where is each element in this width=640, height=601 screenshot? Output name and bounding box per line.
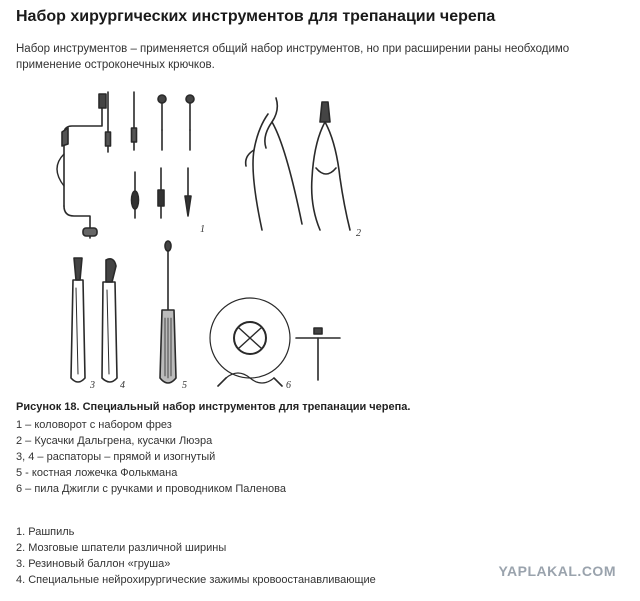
rongeurs-drawing: [246, 98, 350, 230]
page-title: Набор хирургических инструментов для трепанации черепа: [16, 8, 496, 25]
list-item: 5 - костная ложечка Фолькмана: [16, 467, 178, 479]
list-item: 1 – коловорот с набором фрез: [16, 419, 172, 431]
list-item: 4. Специальные нейрохирургические зажимы кровоостанавливающие: [16, 574, 376, 586]
figure-number-2: 2: [356, 228, 361, 239]
brace-drill-drawing: [57, 94, 106, 238]
list-item: 2. Мозговые шпатели различной ширины: [16, 542, 227, 554]
list-item: 3, 4 – распаторы – прямой и изогнутый: [16, 451, 216, 463]
figure-number-5: 5: [182, 380, 187, 391]
figure-number-4: 4: [120, 380, 125, 391]
site-watermark: YAPLAKAL.COM: [498, 563, 616, 579]
raspatories-drawing: [71, 258, 117, 382]
figure-number-1: 1: [200, 224, 205, 235]
figure-number-3: 3: [90, 380, 95, 391]
drill-bits-drawing: [106, 92, 195, 218]
list-item: 6 – пила Джигли с ручками и проводником Паленова: [16, 483, 286, 495]
list-item: 2 – Кусачки Дальгрена, кусачки Люэра: [16, 435, 213, 447]
list-item: 1. Рашпиль: [16, 526, 75, 538]
list-item: 3. Резиновый баллон «груша»: [16, 558, 171, 570]
gigli-saw-drawing: [210, 298, 340, 386]
figure-legend-list: [16, 417, 286, 497]
instruments-figure: [40, 88, 380, 394]
figure-number-6: 6: [286, 380, 291, 391]
intro-paragraph: Набор инструментов – применяется общий набор инструментов, но при расширении раны необходимо применение остроконечных крючков.: [16, 43, 570, 71]
extra-instruments-list: [16, 524, 376, 588]
figure-caption: Рисунок 18. Специальный набор инструментов для трепанации черепа.: [16, 401, 411, 413]
volkmann-spoon-drawing: [160, 241, 176, 383]
